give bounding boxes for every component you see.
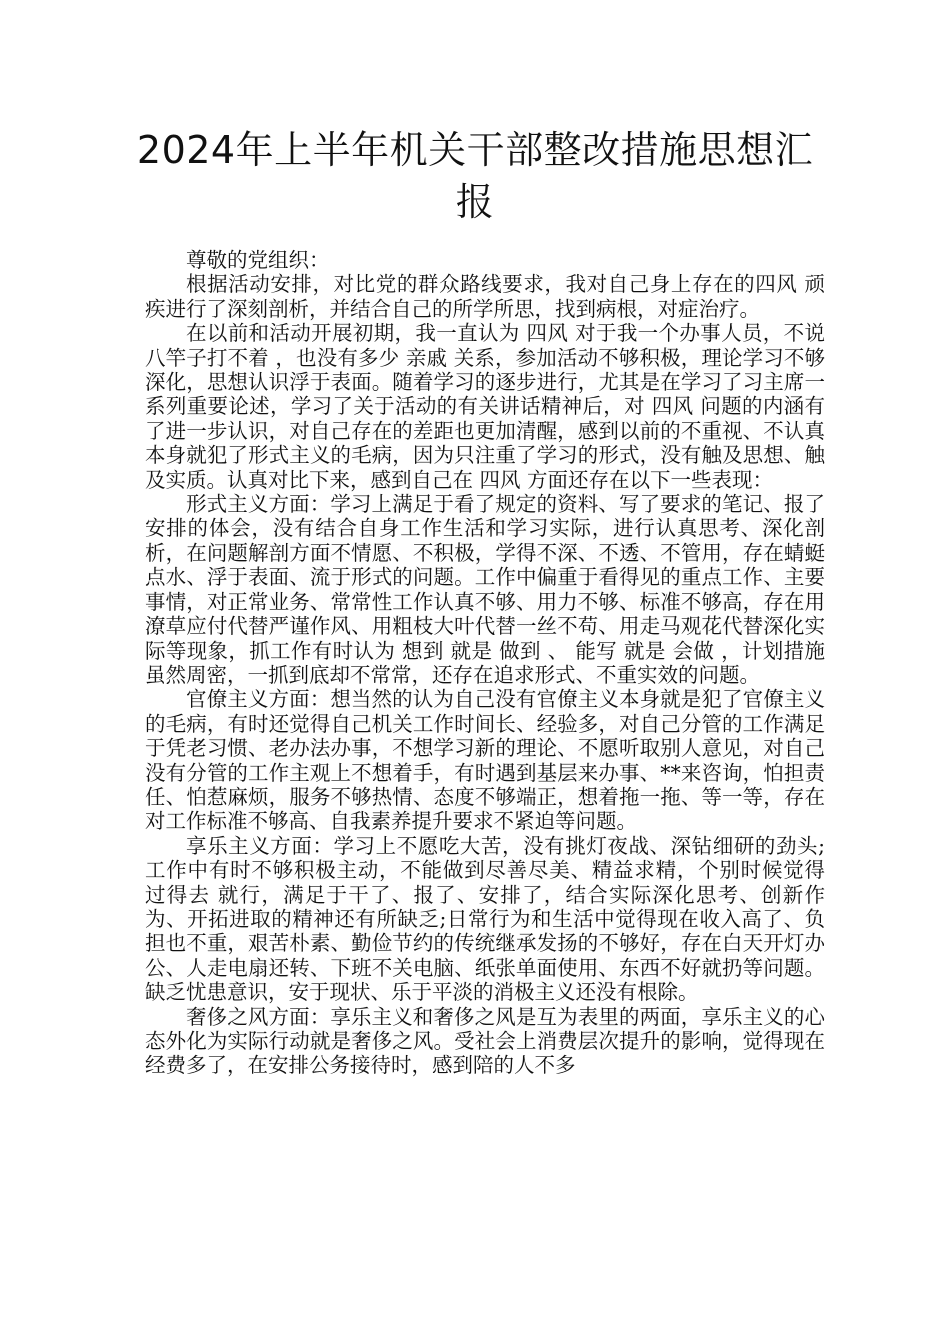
paragraph: 奢侈之风方面：享乐主义和奢侈之风是互为表里的两面，享乐主义的心态外化为实际行动就是奢侈之风。受社会上消费层次提升的影响，觉得现在经费多了，在安排公务接待时，感到陪的人不多	[145, 1004, 825, 1078]
document-title: 2024年上半年机关干部整改措施思想汇报	[136, 128, 814, 224]
paragraph: 根据活动安排，对比党的群众路线要求，我对自己身上存在的四风 顽疾进行了深刻剖析，并结合自己的所学所思，找到病根，对症治疗。	[145, 272, 825, 321]
salutation: 尊敬的党组织：	[186, 248, 330, 272]
paragraph: 享乐主义方面：学习上不愿吃大苦，没有挑灯夜战、深钻细研的劲头;工作中有时不够积极主动，不能做到尽善尽美、精益求精，个别时候觉得 过得去 就行，满足于干了、报了、安排了，结合实际深化思考、创新作为、开拓进取的精神还有所缺乏;日常行为和生活中觉得现在收入高了、负担也不重，艰苦朴素、勤俭节约的传统继承发扬的不够好，存在白天开灯办公、人走电扇还转、下班不关电脑、纸张单面使用、东西不好就扔等问题。缺乏忧患意识，安于现状、乐于平淡的消极主义还没有根除。	[145, 833, 825, 1005]
paragraph: 官僚主义方面：想当然的认为自己没有官僚主义本身就是犯了官僚主义的毛病，有时还觉得自己机关工作时间长、经验多，对自己分管的工作满足于凭老习惯、老办法办事，不想学习新的理论、不愿听取别人意见，对自己没有分管的工作主观上不想着手，有时遇到基层来办事、**来咨询，怕担责任、怕惹麻烦，服务不够热情、态度不够端正，想着拖一拖、等一等，存在对工作标准不够高、自我素养提升要求不紧迫等问题。	[145, 687, 825, 834]
paragraph: 形式主义方面：学习上满足于看了规定的资料、写了要求的笔记、报了安排的体会，没有结合自身工作生活和学习实际，进行认真思考、深化剖析，在问题解剖方面不情愿、不积极，学得不深、不透、不管用，存在蜻蜓点水、浮于表面、流于形式的问题。工作中偏重于看得见的重点工作、主要事情，对正常业务、常常性工作认真不够、用力不够、标准不够高，存在用潦草应付代替严谨作风、用粗枝大叶代替一丝不苟、用走马观花代替深化实际等现象，抓工作有时认为 想到 就是 做到 、 能写 就是 会做 ，计划措施虽然周密，一抓到底却不常常，还存在追求形式、不重实效的问题。	[145, 492, 825, 687]
document-body	[145, 248, 825, 1078]
paragraph: 在以前和活动开展初期，我一直认为 四风 对于我一个办事人员，不说 八竿子打不着 ，也没有多少 亲戚 关系，参加活动不够积极，理论学习不够深化，思想认识浮于表面。随着学习的逐步进行，尤其是在学习了习主席一系列重要论述，学习了关于活动的有关讲话精神后，对 四风 问题的内涵有了进一步认识，对自己存在的差距也更加清醒，感到以前的不重视、不认真本身就犯了形式主义的毛病，因为只注重了学习的形式，没有触及思想、触及实质。认真对比下来，感到自己在 四风 方面还存在以下一些表现：	[145, 321, 825, 492]
